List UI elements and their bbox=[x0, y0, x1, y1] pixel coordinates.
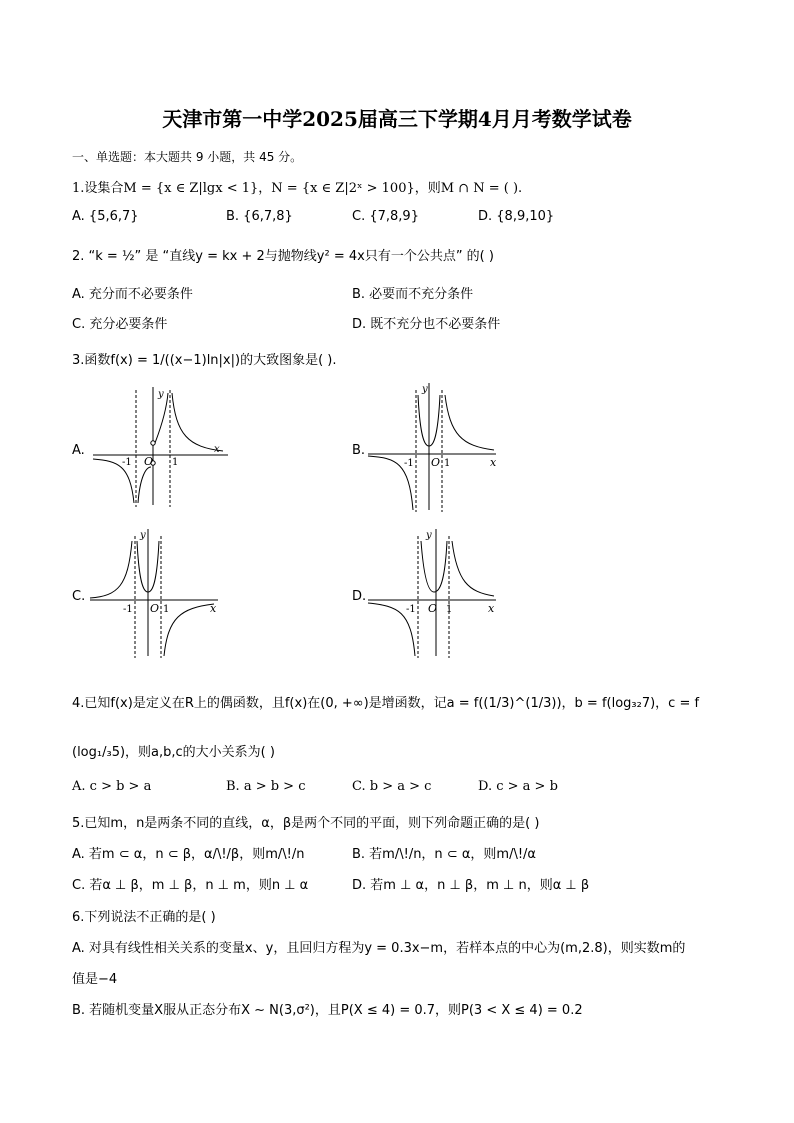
section-heading: 一、单选题：本大题共 9 小题，共 45 分。 bbox=[72, 150, 303, 164]
y-label: y bbox=[140, 530, 146, 541]
curve-middle bbox=[421, 541, 447, 592]
curve-left bbox=[90, 541, 132, 598]
question-5-stem: 5.已知m，n是两条不同的直线，α，β是两个不同的平面，则下列命题正确的是( ) bbox=[72, 816, 540, 831]
q2-option-a[interactable]: A. 充分而不必要条件 bbox=[72, 287, 193, 302]
origin-label: O bbox=[150, 602, 160, 615]
question-4-stem-line1: 4.已知f(x)是定义在R上的偶函数，且f(x)在(0, +∞)是增函数，记a = f((1/3)^(1/3))，b = f(log₃₂7)，c = f bbox=[72, 696, 700, 711]
q6-option-a-line2[interactable]: 值是−4 bbox=[72, 972, 118, 987]
origin-label: O bbox=[428, 602, 438, 615]
q3-option-d[interactable]: D. bbox=[352, 589, 367, 604]
question-4-stem-line2: (log₁/₃5)，则a,b,c的大小关系为( ) bbox=[72, 745, 275, 760]
graph-b[interactable] bbox=[366, 380, 506, 515]
question-3-stem: 3.函数f(x) = 1/((x−1)ln|x|)的大致图象是( ). bbox=[72, 353, 337, 368]
x-label: x bbox=[490, 456, 497, 469]
one-label: 1 bbox=[172, 457, 179, 468]
q3-option-c[interactable]: C. bbox=[72, 589, 86, 604]
question-6-stem: 6.下列说法不正确的是( ) bbox=[72, 910, 216, 925]
q2-option-b[interactable]: B. 必要而不充分条件 bbox=[352, 287, 474, 302]
q1-option-b[interactable]: B. {6,7,8} bbox=[226, 209, 293, 224]
curve-right bbox=[172, 393, 223, 451]
graph-c[interactable] bbox=[88, 526, 228, 661]
q3-option-b[interactable]: B. bbox=[352, 443, 366, 458]
q6-option-a-line1[interactable]: A. 对具有线性相关关系的变量x、y，且回归方程为y = 0.3x−m，若样本点的中心为(m,2.8)，则实数m的 bbox=[72, 941, 686, 956]
question-1-stem: 1.设集合M = {x ∈ Z|lgx < 1}，N = {x ∈ Z|2ˣ > 100}，则M ∩ N = ( ). bbox=[72, 181, 523, 196]
q2-option-d[interactable]: D. 既不充分也不必要条件 bbox=[352, 317, 501, 332]
x-label: x bbox=[214, 444, 220, 455]
graph-d[interactable] bbox=[366, 526, 506, 661]
neg-one-label: -1 bbox=[406, 604, 416, 615]
y-label: y bbox=[426, 530, 432, 541]
exam-title: 天津市第一中学2025届高三下学期4月月考数学试卷 bbox=[162, 107, 632, 131]
curve-mid-upper bbox=[155, 393, 168, 443]
one-label: 1 bbox=[446, 604, 453, 615]
q1-option-d[interactable]: D. {8,9,10} bbox=[478, 209, 555, 224]
q5-option-a[interactable]: A. 若m ⊂ α，n ⊂ β，α/\!/β，则m/\!/n bbox=[72, 847, 305, 862]
neg-one-label: -1 bbox=[122, 457, 132, 468]
curve-mid-lower bbox=[138, 467, 151, 503]
origin-label: O bbox=[144, 455, 154, 468]
q6-option-b[interactable]: B. 若随机变量X服从正态分布X ~ N(3,σ²)，且P(X ≤ 4) = 0.7，则P(3 < X ≤ 4) = 0.2 bbox=[72, 1003, 583, 1018]
curve-right bbox=[164, 604, 214, 656]
one-label: 1 bbox=[163, 604, 170, 615]
x-label: x bbox=[488, 602, 495, 615]
x-label: x bbox=[210, 602, 217, 615]
origin-label: O bbox=[431, 456, 441, 469]
q5-option-c[interactable]: C. 若α ⊥ β，m ⊥ β，n ⊥ m，则n ⊥ α bbox=[72, 878, 309, 893]
q2-option-c[interactable]: C. 充分必要条件 bbox=[72, 317, 168, 332]
q4-option-d[interactable]: D. c > a > b bbox=[478, 779, 558, 794]
question-2-stem: 2. “k = ½” 是 “直线y = kx + 2与抛物线y² = 4x只有一个公共点” 的( ) bbox=[72, 249, 494, 264]
graph-a[interactable] bbox=[88, 385, 238, 510]
q4-option-c[interactable]: C. b > a > c bbox=[352, 779, 432, 794]
one-label: 1 bbox=[444, 458, 451, 469]
q3-option-a[interactable]: A. bbox=[72, 443, 85, 458]
hole-upper bbox=[151, 441, 155, 445]
y-label: y bbox=[422, 384, 428, 395]
q1-option-a[interactable]: A. {5,6,7} bbox=[72, 209, 139, 224]
q5-option-b[interactable]: B. 若m/\!/n，n ⊂ α，则m/\!/α bbox=[352, 847, 536, 862]
q4-option-b[interactable]: B. a > b > c bbox=[226, 779, 306, 794]
q1-option-c[interactable]: C. {7,8,9} bbox=[352, 209, 419, 224]
neg-one-label: -1 bbox=[123, 604, 133, 615]
y-label: y bbox=[158, 389, 164, 400]
q5-option-d[interactable]: D. 若m ⊥ α，n ⊥ β，m ⊥ n，则α ⊥ β bbox=[352, 878, 590, 893]
curve-right bbox=[452, 541, 494, 596]
neg-one-label: -1 bbox=[404, 458, 414, 469]
q4-option-a[interactable]: A. c > b > a bbox=[72, 779, 152, 794]
curve-right bbox=[445, 395, 494, 450]
